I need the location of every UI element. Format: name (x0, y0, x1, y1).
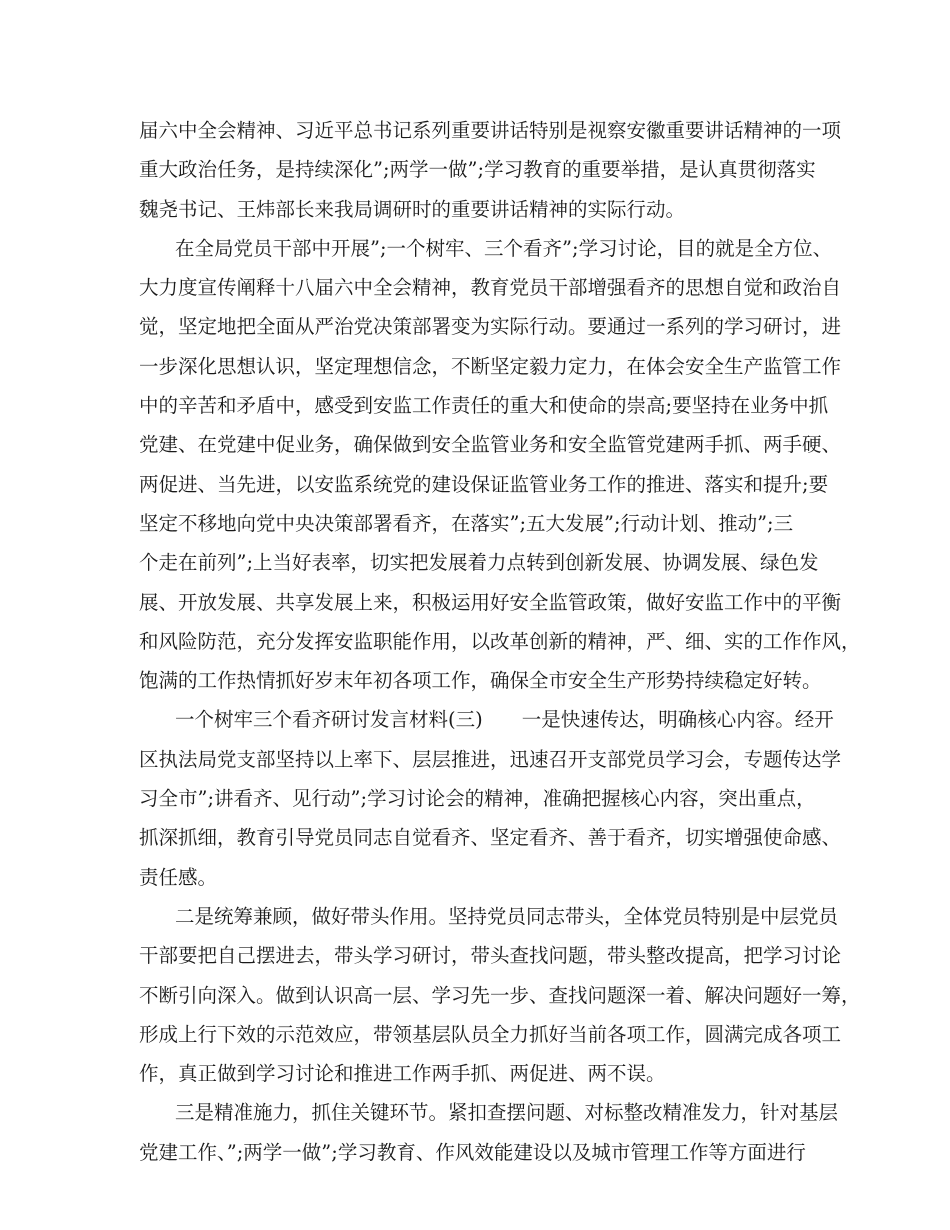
text-line: 重大政治任务，是持续深化”;两学一做”;学习教育的重要举措，是认真贯彻落实 (139, 158, 816, 182)
text-line: 三是精准施力，抓住关键环节。紧扣查摆问题、对标整改精准发力，针对基层 (175, 1101, 839, 1125)
text-line: 形成上行下效的示范效应，带领基层队员全力抓好当前各项工作，圆满完成各项工 (139, 1022, 842, 1046)
text-line: 区执法局党支部坚持以上率下、层层推进，迅速召开支部党员学习会，专题传达学 (139, 747, 842, 771)
text-line: 党建工作、”;两学一做”;学习教育、作风效能建设以及城市管理工作等方面进行 (139, 1140, 806, 1164)
paragraph-1 (139, 111, 842, 229)
text-line: 和风险防范，充分发挥安监职能作用，以改革创新的精神，严、细、实的工作作风， (139, 629, 861, 653)
text-line: 届六中全会精神、习近平总书记系列重要讲话特别是视察安徽重要讲话精神的一项 (139, 119, 842, 142)
document-body (139, 111, 861, 1172)
text-line: 觉，坚定地把全面从严治党决策部署变为实际行动。要通过一系列的学习研讨，进 (139, 315, 842, 339)
text-line: 抓深抓细，教育引导党员同志自觉看齐、坚定看齐、善于看齐，切实增强使命感、 (139, 826, 842, 850)
text-line: 中的辛苦和矛盾中，感受到安监工作责任的重大和使命的崇高;要坚持在业务中抓 (139, 394, 829, 418)
text-line: 干部要把自己摆进去，带头学习研讨，带头查找问题，带头整改提高，把学习讨论 (139, 944, 842, 968)
paragraph-2 (139, 229, 861, 701)
paragraph-3 (139, 700, 842, 896)
text-line: 责任感。 (139, 865, 218, 889)
text-line: 魏尧书记、王炜部长来我局调研时的重要讲话精神的实际行动。 (139, 197, 686, 221)
text-line: 两促进、当先进，以安监系统党的建设保证监管业务工作的推进、落实和提升;要 (139, 472, 829, 496)
text-line: 党建、在党建中促业务，确保做到安全监管业务和安全监管党建两手抓、两手硬、 (139, 433, 842, 457)
text-line: 个走在前列”;上当好表率，切实把发展着力点转到创新发展、协调发展、绿色发 (139, 551, 819, 575)
paragraph-5 (139, 1093, 839, 1172)
text-line: 展、开放发展、共享发展上来，积极运用好安全监管政策，做好安监工作中的平衡 (139, 590, 842, 614)
text-line: 二是统筹兼顾，做好带头作用。坚持党员同志带头，全体党员特别是中层党员 (175, 904, 839, 928)
text-line: 习全市”;讲看齐、见行动”;学习讨论会的精神，准确把握核心内容，突出重点， (139, 787, 816, 811)
text-line: 在全局党员干部中开展”;一个树牢、三个看齐”;学习讨论，目的就是全方位、 (175, 236, 833, 260)
paragraph-4 (139, 897, 861, 1093)
text-line: 一步深化思想认识，坚定理想信念，不断坚定毅力定力，在体会安全生产监管工作 (139, 354, 842, 378)
text-line: 大力度宣传阐释十八届六中全会精神，教育党员干部增强看齐的思想自觉和政治自 (139, 276, 842, 300)
text-line: 饱满的工作热情抓好岁末年初各项工作，确保全市安全生产形势持续稳定好转。 (139, 669, 822, 693)
text-line: 不断引向深入。做到认识高一层、学习先一步、查找问题深一着、解决问题好一筹， (139, 983, 861, 1007)
text-line: 坚定不移地向党中央决策部署看齐，在落实”;五大发展”;行动计划、推动”;三 (139, 511, 794, 535)
text-line: 一个树牢三个看齐研讨发言材料(三) 一是快速传达，明确核心内容。经开 (175, 708, 834, 732)
text-line: 作，真正做到学习讨论和推进工作两手抓、两促进、两不误。 (139, 1062, 666, 1086)
